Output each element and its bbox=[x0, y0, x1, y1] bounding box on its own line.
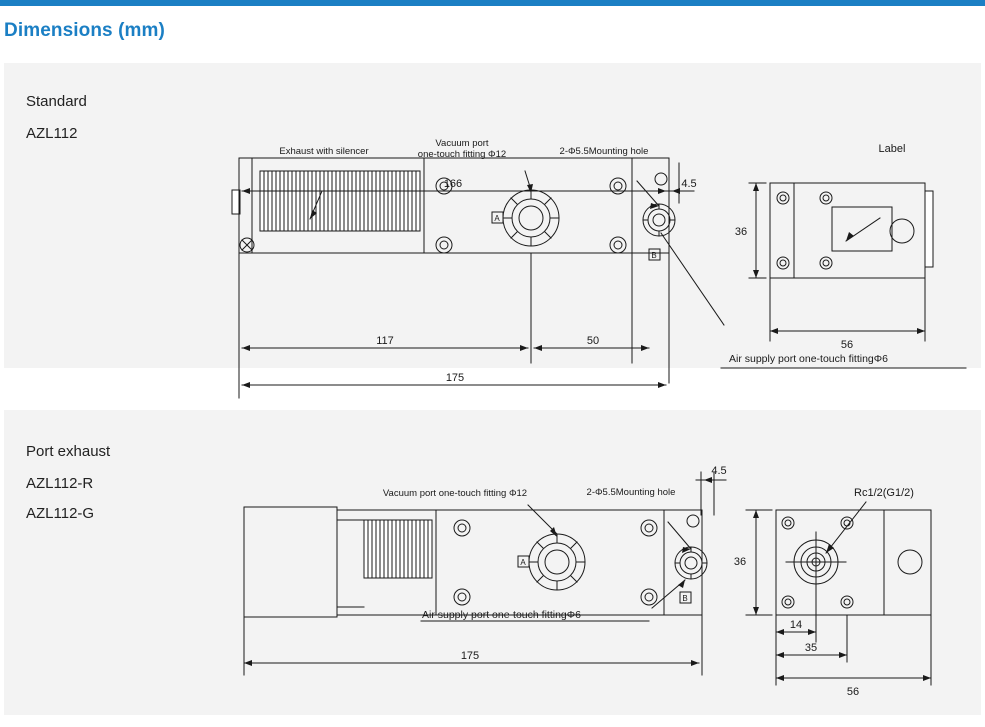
callout-vacuum-port-line2: one-touch fitting Φ12 bbox=[417, 149, 507, 160]
callout-vacuum-port: Vacuum port one-touch fitting Φ12 bbox=[382, 488, 528, 499]
section-mark-a: A bbox=[494, 214, 500, 223]
side-dim-56-2: 56 bbox=[846, 686, 860, 698]
dim-50: 50 bbox=[586, 335, 600, 347]
callout-mounting-hole: 2-Φ5.5Mounting hole bbox=[559, 146, 649, 157]
panel-standard-label-1: Standard bbox=[26, 93, 87, 110]
dim-175: 175 bbox=[445, 372, 465, 384]
dim-4-5-2: 4.5 bbox=[711, 465, 727, 477]
panel-standard bbox=[4, 63, 981, 384]
panel-port-label-3: AZL112-G bbox=[26, 505, 95, 522]
callout-rc-thread: Rc1/2(G1/2) bbox=[854, 487, 914, 499]
panel-port-exhaust bbox=[4, 410, 981, 715]
side-dim-36: 36 bbox=[734, 226, 748, 238]
side-dim-56: 56 bbox=[840, 339, 854, 351]
dim-166: 166 bbox=[443, 178, 463, 190]
side-dim-14: 14 bbox=[789, 619, 803, 631]
section-mark-b: B bbox=[651, 251, 657, 260]
side-dim-35: 35 bbox=[804, 642, 818, 654]
callout-air-supply-port-2: Air supply port one-touch fittingΦ6 bbox=[422, 609, 581, 621]
callout-label: Label bbox=[878, 143, 906, 155]
panel-port-label-1: Port exhaust bbox=[26, 443, 111, 460]
callout-exhaust-silencer: Exhaust with silencer bbox=[279, 146, 369, 157]
dim-175-2: 175 bbox=[460, 650, 480, 662]
callout-vacuum-port-line1: Vacuum port bbox=[435, 138, 489, 149]
section-mark-a-2: A bbox=[520, 558, 526, 567]
drawing-standard bbox=[4, 63, 981, 384]
panel-standard-label-2: AZL112 bbox=[26, 125, 78, 142]
panel-port-label-2: AZL112-R bbox=[26, 475, 94, 492]
top-accent-bar bbox=[0, 0, 985, 6]
callout-mounting-hole-2: 2-Φ5.5Mounting hole bbox=[586, 487, 676, 498]
section-mark-b-2: B bbox=[682, 594, 688, 603]
drawing-port-exhaust bbox=[4, 410, 981, 715]
callout-air-supply-port: Air supply port one-touch fittingΦ6 bbox=[729, 353, 888, 365]
dim-117: 117 bbox=[376, 335, 394, 347]
side-dim-36-2: 36 bbox=[733, 556, 747, 568]
dim-4-5: 4.5 bbox=[681, 178, 697, 190]
page-title: Dimensions (mm) bbox=[4, 20, 165, 41]
